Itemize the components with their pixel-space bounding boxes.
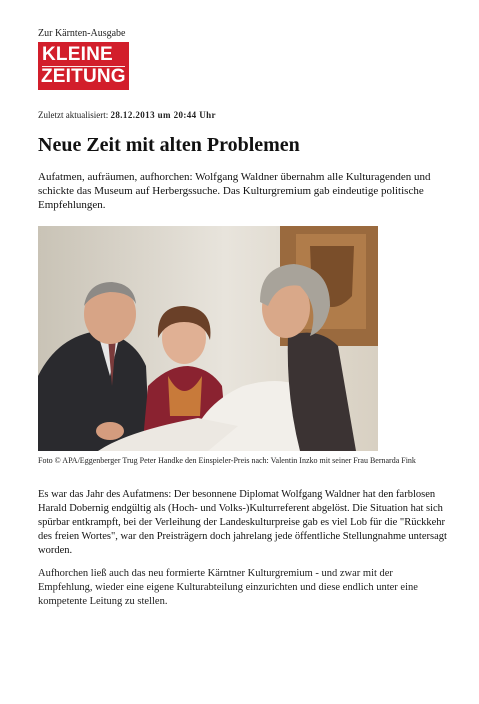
article-headline: Neue Zeit mit alten Problemen [38,134,300,156]
last-updated-label: Zuletzt aktualisiert: [38,110,109,120]
kleine-zeitung-logo[interactable] [38,42,129,90]
logo-line-2: ZEITUNG [41,66,126,87]
photo-caption: Foto © APA/Eggenberger Trug Peter Handke den Einspieler-Preis nach: Valentin Inzko mit seiner Frau Bernarda Fink [38,456,416,465]
logo-line-1: KLEINE [42,44,113,65]
photo-image [38,226,378,451]
body-paragraph-1: Es war das Jahr des Aufatmens: Der besonnene Diplomat Wolfgang Waldner hat den farblosen Harald Dobernig endgültig als (Hoch- und Volks-)Kulturreferent abgelöst. Die Situation hat sich spürbar entkrampft, bei der Verleihung der Landeskulturpreise gab es viel Lob für die "Rückkehr des freien Wortes", war den Preisträgern doch jahrelang jede öffentliche Stellungnahme untersagt worden. [38,489,447,556]
last-updated-datetime: 28.12.2013 um 20:44 Uhr [110,110,216,120]
body-paragraph-2: Aufhorchen ließ auch das neu formierte Kärntner Kulturgremium - und zwar mit der Empfehlung, wieder eine eigene Kulturabteilung einzurichten und diese endlich unter eine kompetente Leitung zu stellen. [38,568,418,607]
edition-label[interactable]: Zur Kärnten-Ausgabe [38,28,126,39]
article-photo [38,226,378,451]
article-lead: Aufatmen, aufräumen, aufhorchen: Wolfgang Waldner übernahm alle Kulturagenden und schickte das Museum auf Herbergssuche. Das Kulturgremium gab eindeutige politische Empfehlungen. [38,171,431,211]
last-updated [38,110,216,120]
